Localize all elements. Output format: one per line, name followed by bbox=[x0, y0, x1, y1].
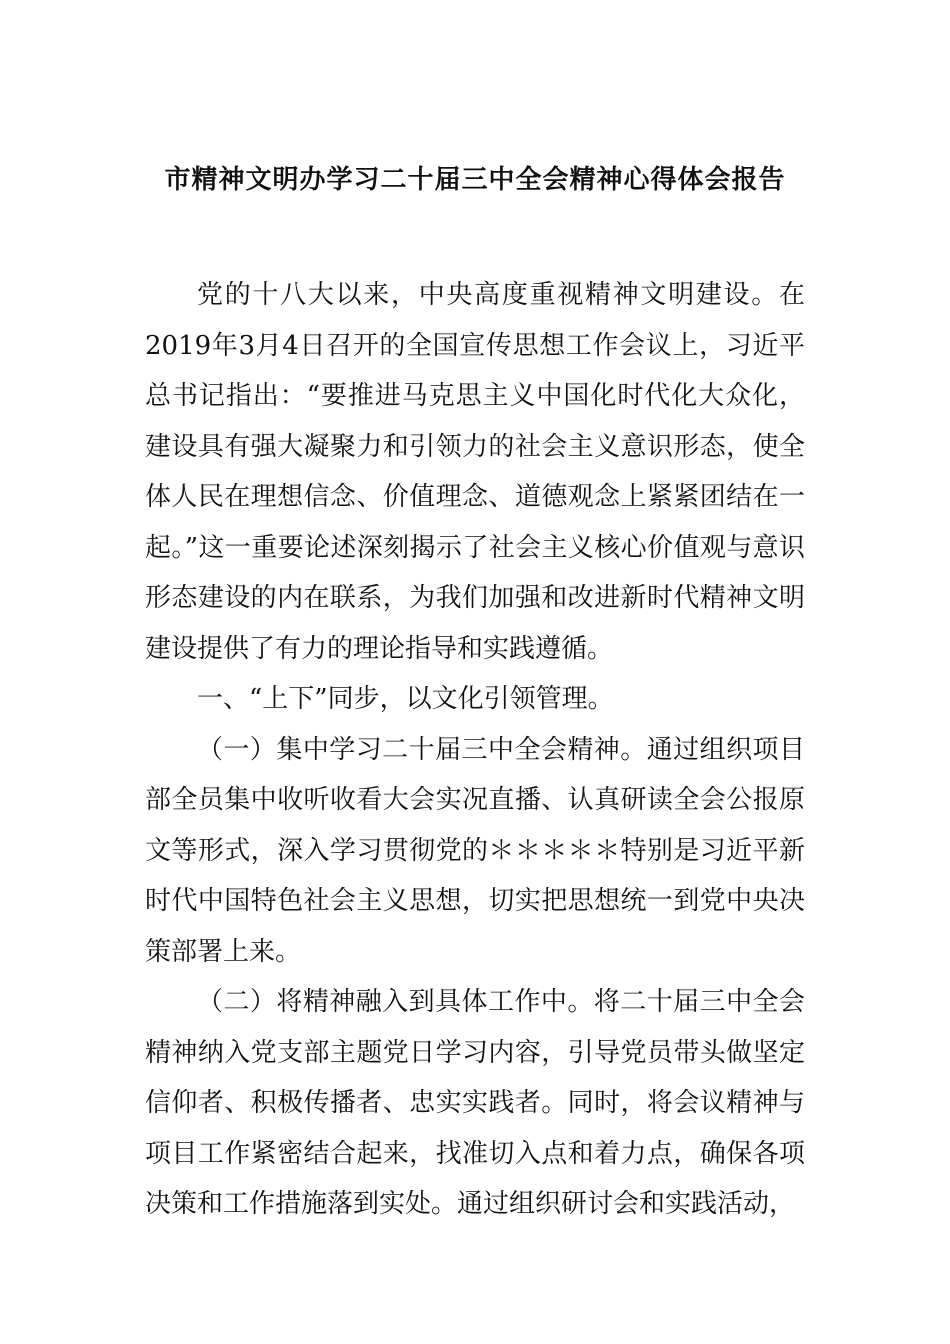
paragraph-subsection-2: （二）将精神融入到具体工作中。将二十届三中全会精神纳入党支部主题党日学习内容，引导党员带头做坚定信仰者、积极传播者、忠实实践者。同时，将会议精神与项目工作紧密结合起来，找准切入点和着力点，确保各项决策和工作措施落到实处。通过组织研讨会和实践活动， bbox=[145, 987, 805, 1219]
paragraph-intro: 党的十八大以来，中央高度重视精神文明建设。在2019年3月4日召开的全国宣传思想工作会议上，习近平总书记指出：“要推进马克思主义中国化时代化大众化，建设具有强大凝聚力和引领力的社会主义意识形态，使全体人民在理想信念、价值理念、道德观念上紧紧团结在一起。”这一重要论述深刻揭示了社会主义核心价值观与意识形态建设的内在联系，为我们加强和改进新时代精神文明建设提供了有力的理论指导和实践遵循。 bbox=[145, 280, 805, 664]
document-title: 市精神文明办学习二十届三中全会精神心得体会报告 bbox=[164, 165, 786, 195]
document-body bbox=[145, 270, 805, 1230]
section-heading-1: 一、“上下”同步，以文化引领管理。 bbox=[197, 684, 614, 714]
paragraph-subsection-1: （一）集中学习二十届三中全会精神。通过组织项目部全员集中收听收看大会实况直播、认真研读全会公报原文等形式，深入学习贯彻党的＊＊＊＊＊特别是习近平新时代中国特色社会主义思想，切实把思想统一到党中央决策部署上来。 bbox=[145, 734, 805, 967]
